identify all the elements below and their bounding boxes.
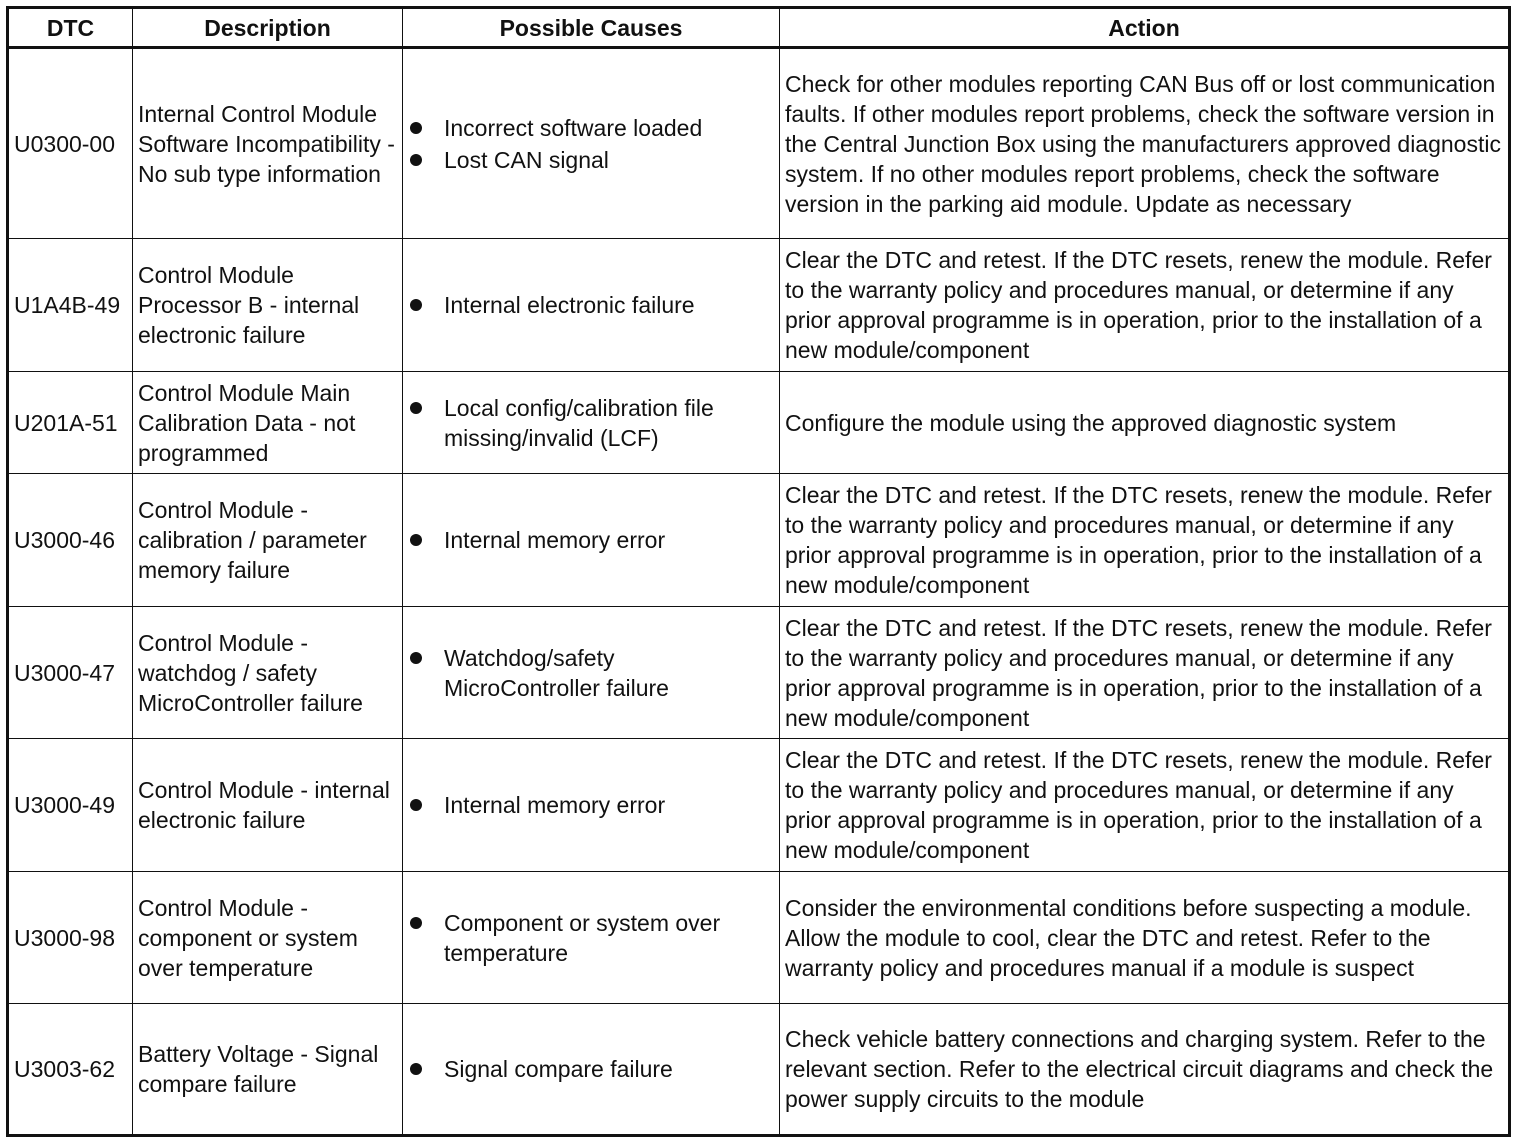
cause-item <box>408 1054 774 1084</box>
bullet-icon <box>410 652 422 664</box>
cause-list <box>408 393 774 453</box>
dtc-code: U3000-98 <box>8 872 133 1004</box>
table-row <box>8 372 1510 474</box>
cause-text: Lost CAN signal <box>444 146 609 173</box>
dtc-action: Check vehicle battery connections and charging system. Refer to the relevant section. Refer to the electrical circuit diagrams and check the power supply circuits to the module <box>780 1004 1510 1136</box>
possible-causes <box>403 1004 780 1136</box>
header-dtc: DTC <box>8 8 133 48</box>
cause-item <box>408 790 774 820</box>
cause-text: Incorrect software loaded <box>444 114 703 141</box>
possible-causes <box>403 872 780 1004</box>
table-row <box>8 239 1510 372</box>
possible-causes <box>403 607 780 739</box>
possible-causes <box>403 474 780 607</box>
dtc-description: Control Module - internal electronic failure <box>133 739 403 872</box>
cause-text: Internal memory error <box>444 792 666 818</box>
cause-item <box>408 113 774 143</box>
cause-list <box>408 643 774 703</box>
header-action: Action <box>780 8 1510 48</box>
dtc-description: Battery Voltage - Signal compare failure <box>133 1004 403 1136</box>
cause-item <box>408 525 774 555</box>
possible-causes <box>403 739 780 872</box>
dtc-description: Control Module Processor B - internal electronic failure <box>133 239 403 372</box>
cause-text: Internal memory error <box>444 527 666 553</box>
header-possible-causes: Possible Causes <box>403 8 780 48</box>
cause-item <box>408 393 774 453</box>
dtc-code: U0300-00 <box>8 48 133 239</box>
header-row <box>8 8 1510 48</box>
bullet-icon <box>410 534 422 546</box>
cause-item <box>408 908 774 968</box>
table-row <box>8 607 1510 739</box>
dtc-code: U3000-46 <box>8 474 133 607</box>
cause-item <box>408 290 774 320</box>
possible-causes <box>403 48 780 239</box>
dtc-description: Control Module - calibration / parameter memory failure <box>133 474 403 607</box>
bullet-icon <box>410 154 422 166</box>
cause-text: Watchdog/safety MicroController failure <box>444 644 669 701</box>
dtc-code: U3003-62 <box>8 1004 133 1136</box>
cause-text: Signal compare failure <box>444 1056 673 1082</box>
dtc-table <box>6 6 1511 1137</box>
dtc-action: Clear the DTC and retest. If the DTC resets, renew the module. Refer to the warranty policy and procedures manual, or determine if any prior approval programme is in operation, prior to the installation of a new module/component <box>780 474 1510 607</box>
dtc-action: Check for other modules reporting CAN Bus off or lost communication faults. If other modules report problems, check the software version in the Central Junction Box using the manufacturers approved diagnostic system. If no other modules report problems, check the software version in the parking aid module. Update as necessary <box>780 48 1510 239</box>
cause-list <box>408 525 774 555</box>
cause-text: Internal electronic failure <box>444 292 695 318</box>
bullet-icon <box>410 122 422 134</box>
cause-item <box>408 643 774 703</box>
dtc-action: Clear the DTC and retest. If the DTC resets, renew the module. Refer to the warranty policy and procedures manual, or determine if any prior approval programme is in operation, prior to the installation of a new module/component <box>780 239 1510 372</box>
dtc-action: Configure the module using the approved diagnostic system <box>780 372 1510 474</box>
dtc-code: U201A-51 <box>8 372 133 474</box>
cause-text: Local config/calibration file missing/invalid (LCF) <box>444 394 714 451</box>
cause-text: Component or system over temperature <box>444 909 721 966</box>
table-row <box>8 48 1510 239</box>
dtc-code: U3000-47 <box>8 607 133 739</box>
bullet-icon <box>410 799 422 811</box>
dtc-action: Clear the DTC and retest. If the DTC resets, renew the module. Refer to the warranty policy and procedures manual, or determine if any prior approval programme is in operation, prior to the installation of a new module/component <box>780 739 1510 872</box>
table-row <box>8 739 1510 872</box>
dtc-description: Control Module - watchdog / safety MicroController failure <box>133 607 403 739</box>
table-row <box>8 474 1510 607</box>
bullet-icon <box>410 299 422 311</box>
bullet-icon <box>410 1063 422 1075</box>
cause-list <box>408 1054 774 1084</box>
cause-list <box>408 790 774 820</box>
cause-item <box>408 145 774 175</box>
cause-list <box>408 908 774 968</box>
dtc-code: U3000-49 <box>8 739 133 872</box>
dtc-description: Internal Control Module Software Incompatibility - No sub type information <box>133 48 403 239</box>
possible-causes <box>403 372 780 474</box>
table-row <box>8 1004 1510 1136</box>
cause-list <box>408 290 774 320</box>
cause-list <box>408 113 774 175</box>
bullet-icon <box>410 917 422 929</box>
dtc-description: Control Module - component or system over temperature <box>133 872 403 1004</box>
bullet-icon <box>410 402 422 414</box>
dtc-description: Control Module Main Calibration Data - not programmed <box>133 372 403 474</box>
dtc-action: Consider the environmental conditions before suspecting a module. Allow the module to cool, clear the DTC and retest. Refer to the warranty policy and procedures manual if a module is suspect <box>780 872 1510 1004</box>
header-description: Description <box>133 8 403 48</box>
possible-causes <box>403 239 780 372</box>
dtc-code: U1A4B-49 <box>8 239 133 372</box>
table-row <box>8 872 1510 1004</box>
dtc-action: Clear the DTC and retest. If the DTC resets, renew the module. Refer to the warranty policy and procedures manual, or determine if any prior approval programme is in operation, prior to the installation of a new module/component <box>780 607 1510 739</box>
